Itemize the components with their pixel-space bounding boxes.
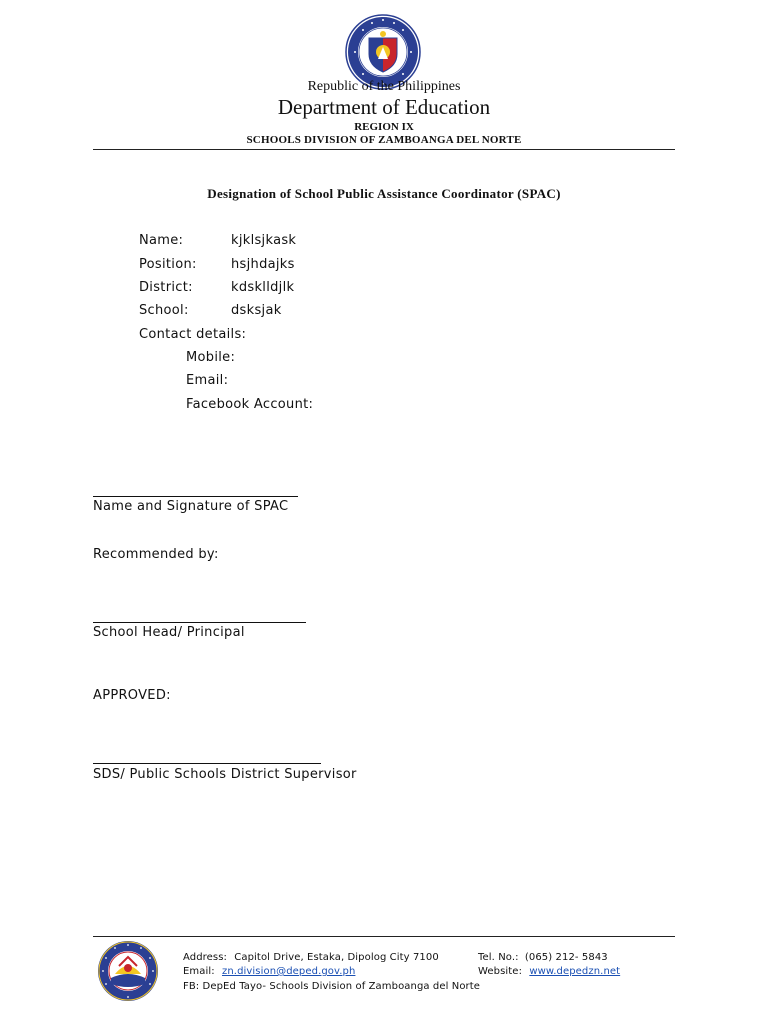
- district-value: kdsklldjlk: [231, 280, 295, 295]
- republic-heading: Republic of the Philippines: [307, 79, 461, 94]
- recommended-by-label: Recommended by:: [93, 547, 219, 562]
- division-heading: SCHOOLS DIVISION OF ZAMBOANGA DEL NORTE: [246, 134, 522, 146]
- email-link[interactable]: zn.division@deped.gov.ph: [222, 966, 356, 977]
- email-label-footer: Email:: [183, 966, 215, 977]
- region-heading: REGION IX: [354, 121, 414, 133]
- department-heading: Department of Education: [277, 95, 491, 119]
- address-label: Address:: [183, 952, 227, 963]
- head-signature-caption: School Head/ Principal: [93, 625, 245, 640]
- website-link[interactable]: www.depedzn.net: [529, 966, 621, 977]
- position-label: Position:: [139, 257, 197, 272]
- school-value: dsksjak: [231, 303, 282, 318]
- division-seal-icon: [97, 940, 159, 1002]
- footer-email: [183, 966, 355, 977]
- sds-signature-caption: SDS/ Public Schools District Supervisor: [93, 767, 357, 782]
- spac-signature-line: [93, 496, 298, 497]
- website-label: Website:: [478, 966, 523, 977]
- tel-label: Tel. No.:: [478, 952, 519, 963]
- name-label: Name:: [139, 233, 184, 248]
- position-value: hsjhdajks: [231, 257, 295, 272]
- footer-divider: [93, 936, 675, 937]
- tel-value: (065) 212- 5843: [524, 952, 608, 963]
- spac-signature-caption: Name and Signature of SPAC: [93, 499, 289, 514]
- footer-website: [478, 966, 620, 977]
- footer-facebook: FB: DepEd Tayo- Schools Division of Zamboanga del Norte: [183, 981, 481, 992]
- document-title: Designation of School Public Assistance Coordinator (SPAC): [207, 186, 561, 201]
- name-value: kjklsjkask: [231, 233, 297, 248]
- address-value: Capitol Drive, Estaka, Dipolog City 7100: [234, 952, 439, 963]
- email-label: Email:: [186, 373, 229, 388]
- mobile-label: Mobile:: [186, 350, 236, 365]
- footer-address: [183, 952, 439, 963]
- district-label: District:: [139, 280, 193, 295]
- approved-label: APPROVED:: [93, 688, 171, 703]
- school-label: School:: [139, 303, 189, 318]
- header-divider: [93, 149, 675, 150]
- contact-details-label: Contact details:: [139, 327, 247, 342]
- facebook-label: Facebook Account:: [186, 397, 314, 412]
- sds-signature-line: [93, 763, 321, 764]
- head-signature-line: [93, 622, 306, 623]
- footer-telephone: [478, 952, 608, 963]
